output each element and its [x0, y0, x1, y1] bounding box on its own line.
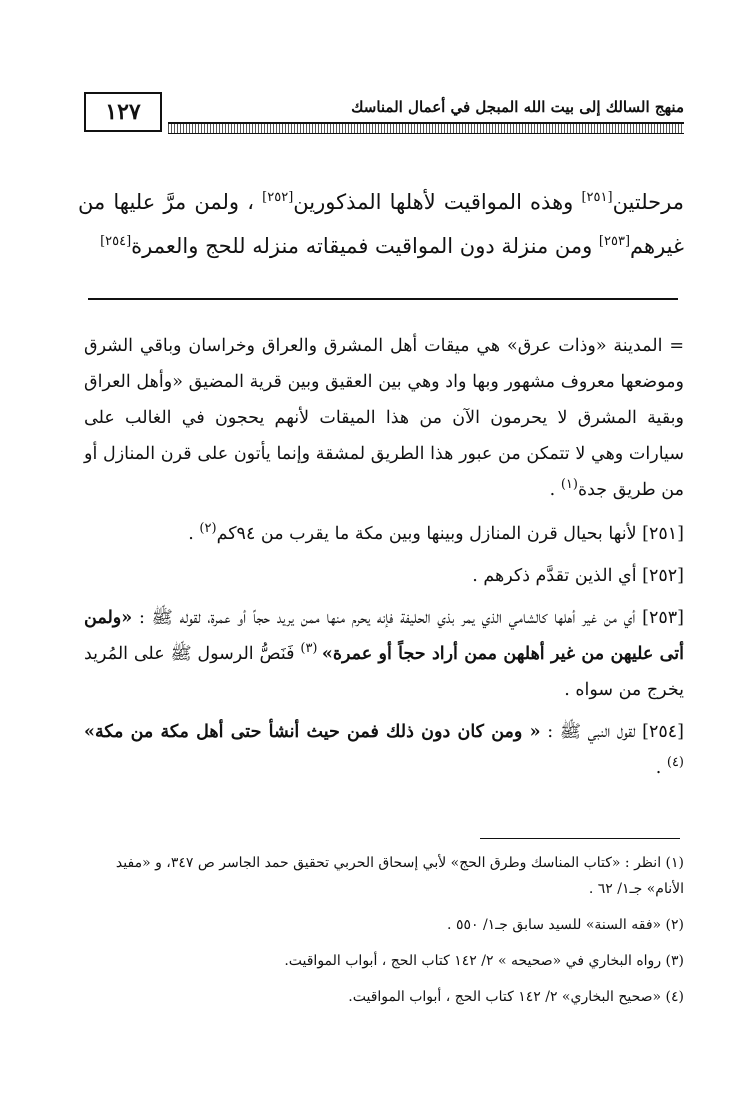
note-text: فَنَصُّ الرسول ﷺ على المُريد يخرج من سواه .: [84, 644, 684, 700]
footnote-ref-3: (٣): [300, 641, 322, 657]
note-ref-253: [٢٥٣]: [598, 234, 631, 249]
footnote-ref-2: (٢): [199, 521, 217, 537]
main-text-segment: وهذه المواقيت لأهلها المذكورين: [293, 190, 582, 214]
note-ref-251: [٢٥١]: [581, 190, 613, 205]
note-text: أي من غير أهلها كالشامي الذي يمر بذي الحليفة فإنه يحرم منها ممن يريد حجاً أو عمرة، لقوله ﷺ :: [132, 608, 643, 628]
note-text: أي الذين تقدَّم ذكرهم .: [472, 566, 643, 586]
note-253: [84, 600, 684, 708]
main-text-segment: ، ولمن مرَّ عليها من غيرهم: [78, 190, 684, 258]
note-label: [٢٥٤]: [642, 722, 684, 742]
note-label: [٢٥٣]: [642, 608, 684, 628]
note-label: [٢٥١]: [642, 524, 684, 544]
commentary-notes: [84, 328, 684, 792]
note-251: [84, 516, 684, 552]
footnotes: [84, 850, 684, 1020]
note-ref-254: [٢٥٤]: [100, 234, 132, 249]
header-rule: [168, 122, 684, 134]
note-text: = المدينة «وذات عرق» هي ميقات أهل المشرق والعراق وخراسان وباقي الشرق وموضعها معروف مشهور وبها واد وهي بين العقيق وبين قرية المضيق «وأهل العراق وبقية المشرق لا يحرمون الآن من هذا الميقات لأنهم يحجون في الغالب على سيارات وهي لا تتمكن من عبور هذا الطريق لمشقة وإنما يأتون على قرن المنازل أو من طريق جدة: [84, 336, 684, 500]
note-text: .: [549, 480, 561, 500]
main-paragraph: [78, 180, 684, 268]
page-number: ١٢٧: [84, 92, 162, 132]
main-text: [78, 180, 684, 268]
footnote-ref-4: (٤): [666, 755, 684, 771]
footnote-3: (٣) رواه البخاري في «صحيحه » ٢/ ١٤٢ كتاب الحج ، أبواب المواقيت.: [284, 953, 684, 969]
note-text: لقول النبي ﷺ :: [540, 722, 643, 742]
footnote-1: (١) انظر : «كتاب المناسك وطرق الحج» لأبي إسحاق الحربي تحقيق حمد الجاسر ص ٣٤٧، و «مفيد الأنام» جـ١/ ٦٢ .: [115, 855, 684, 897]
main-text-segment: مرحلتين: [612, 190, 684, 214]
hadith-quote: «ولمن أتى عليهن من غير أهلهن ممن أراد حجاً أو عمرة»: [84, 608, 684, 664]
note-text: .: [188, 524, 200, 544]
hadith-quote: « ومن كان دون ذلك فمن حيث أنشأ حتى أهل مكة من مكة»: [84, 722, 541, 742]
note-254: [84, 714, 684, 786]
footnote-ref-1: (١): [560, 477, 578, 493]
note-continuation: [84, 328, 684, 508]
main-text-segment: ومن منزلة دون المواقيت فميقاته منزله للحج والعمرة: [131, 234, 599, 258]
note-label: [٢٥٢]: [642, 566, 684, 586]
running-header: [84, 92, 684, 140]
note-ref-252: [٢٥٢]: [262, 190, 294, 205]
footnote-2: (٢) «فقه السنة» للسيد سابق جـ١/ ٥٥٠ .: [447, 917, 684, 933]
book-title: منهج السالك إلى بيت الله المبجل في أعمال المناسك: [351, 98, 684, 116]
note-text: .: [655, 758, 667, 778]
section-divider: [88, 298, 678, 300]
note-text: لأنها بحيال قرن المنازل وبينها وبين مكة ما يقرب من ٩٤كم: [216, 524, 643, 544]
footnote-4: (٤) «صحيح البخاري» ٢/ ١٤٢ كتاب الحج ، أبواب المواقيت.: [348, 989, 684, 1005]
note-252: [84, 558, 684, 594]
footnote-divider: [480, 838, 680, 839]
